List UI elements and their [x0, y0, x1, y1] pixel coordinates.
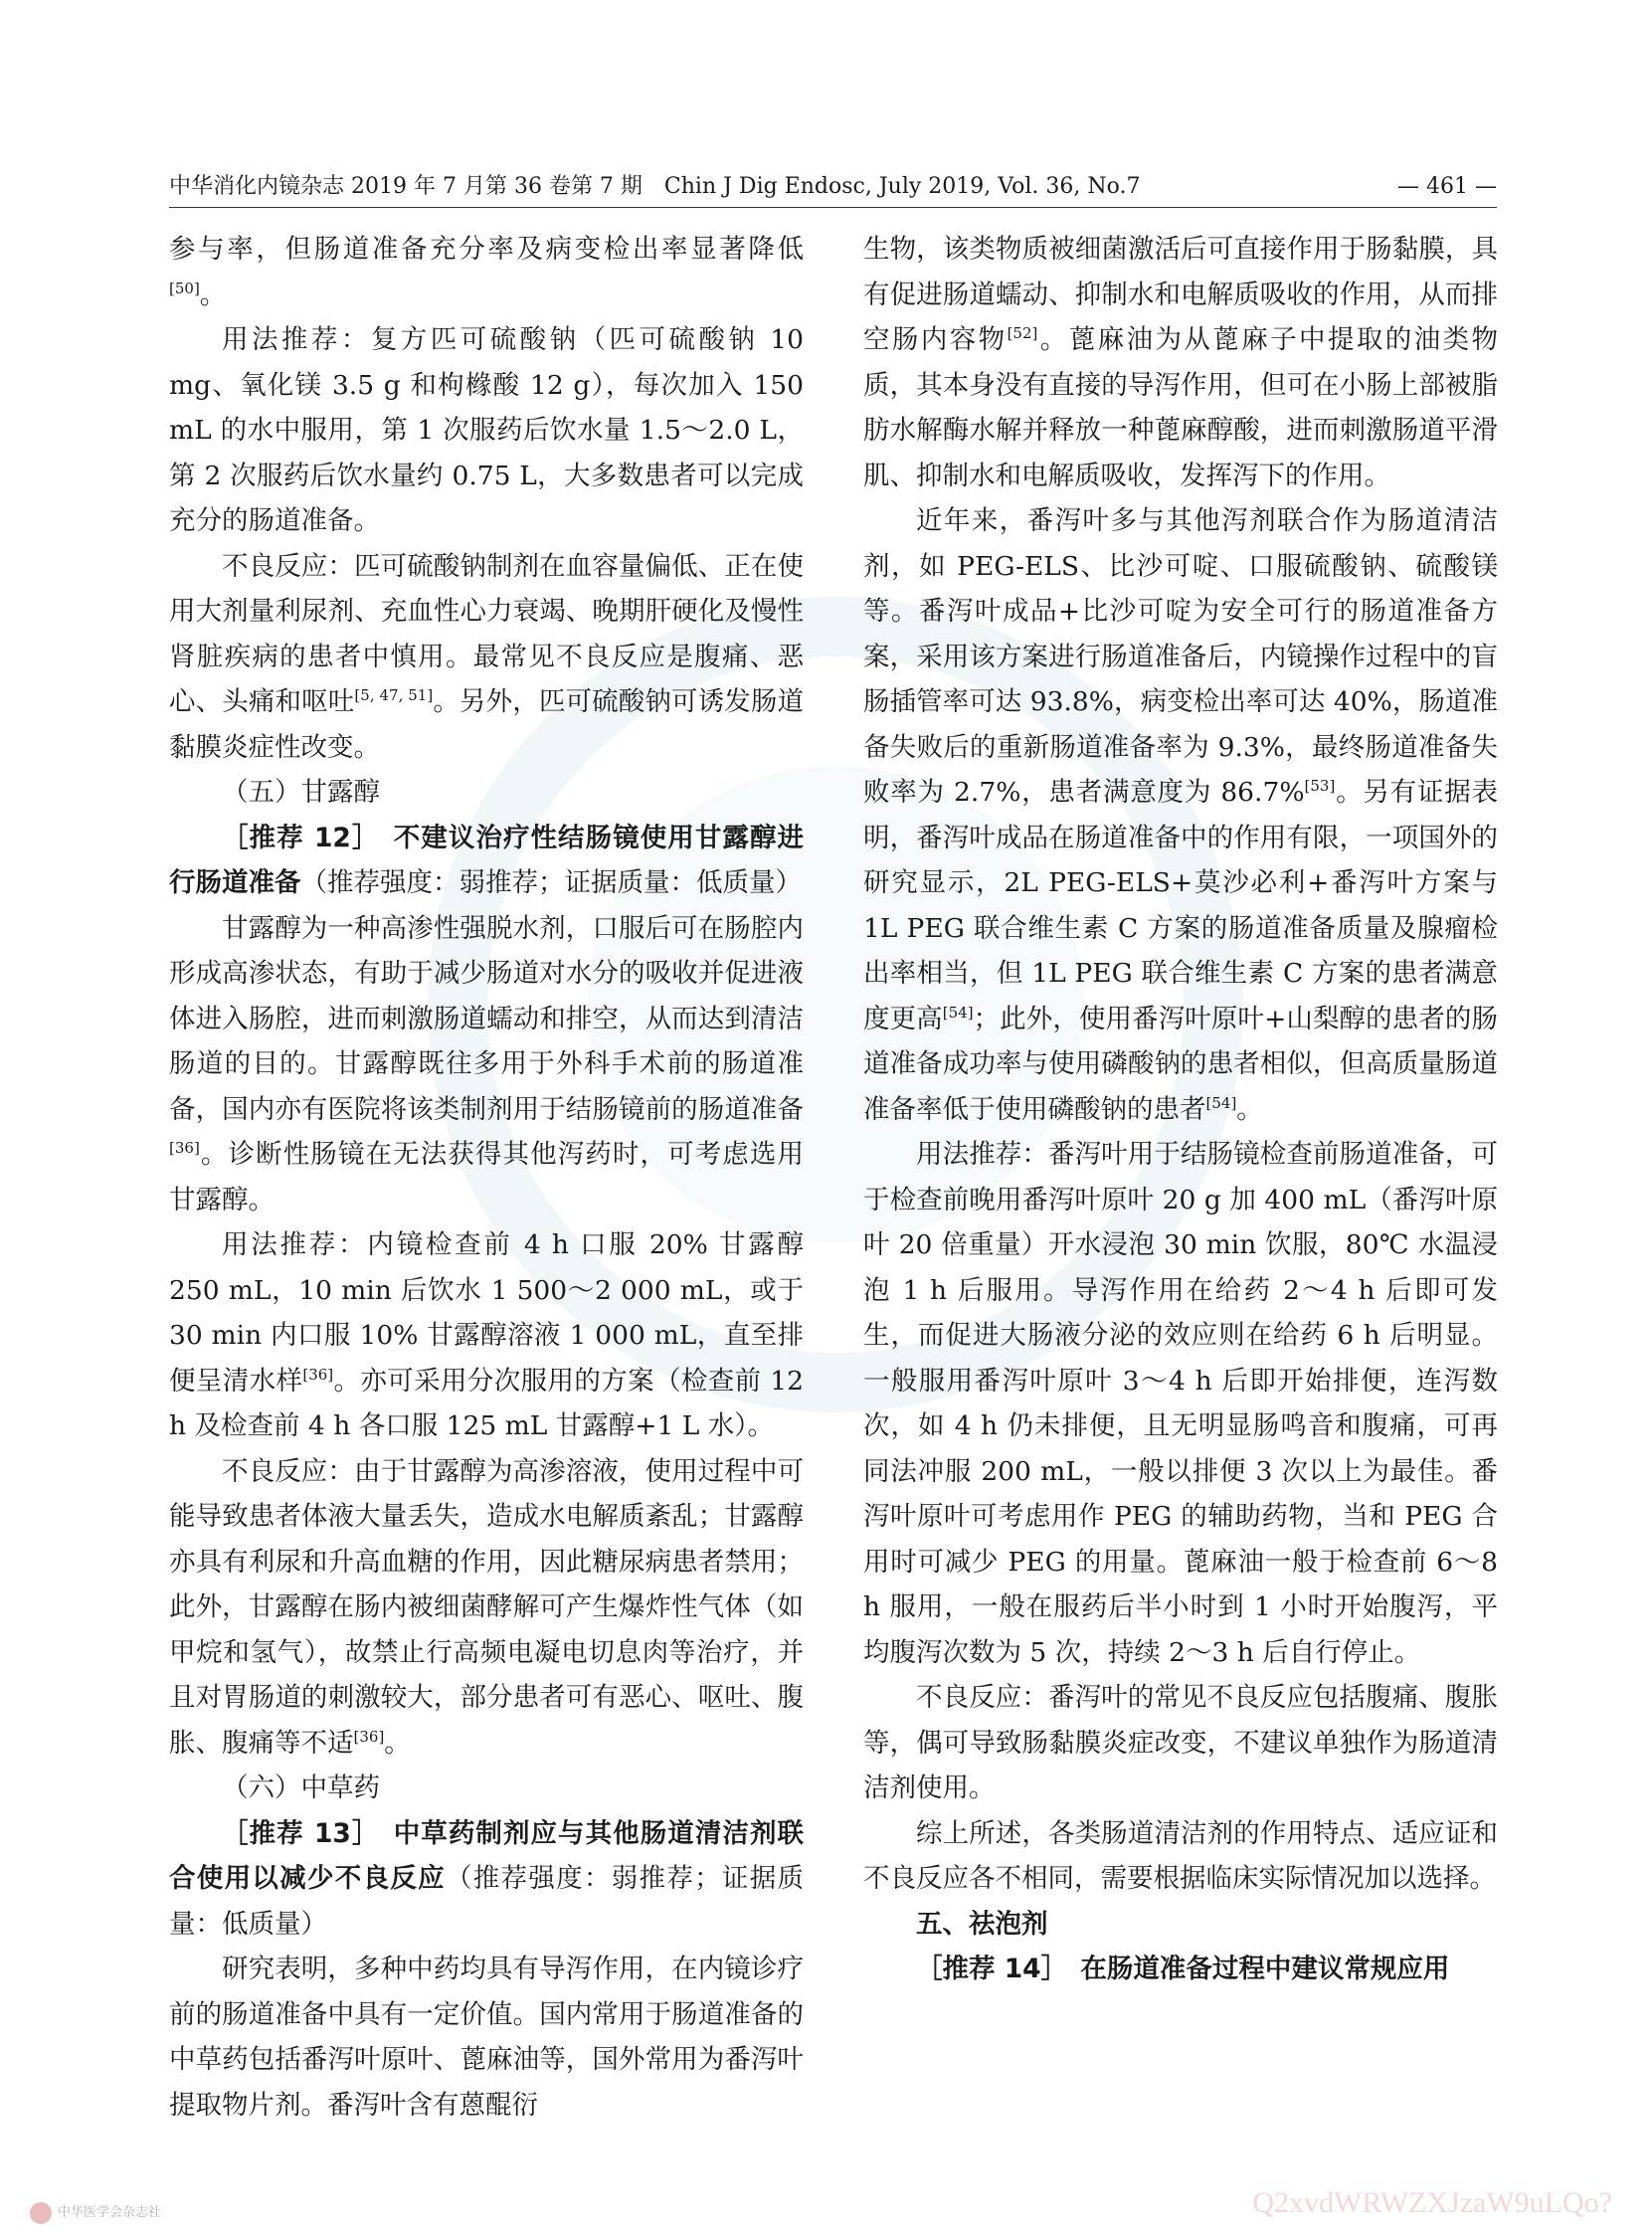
- left-paragraph: [169, 544, 804, 771]
- citation-ref: [36]: [169, 1139, 200, 1158]
- paragraph-text: （六）中草药: [222, 1773, 380, 1803]
- recommendation-statement: ［推荐 14］ 在肠道准备过程中建议常规应用: [916, 1954, 1450, 1984]
- paragraph-text: 不良反应：由于甘露醇为高渗溶液，使用过程中可能导致患者体液大量丢失，造成水电解质紊乱；甘露醇亦具有利尿和升高血糖的作用，因此糖尿病患者禁用；此外，甘露醇在肠内被细菌酵解可产生爆炸性气体（如甲烷和氢气），故禁止行高频电凝电切息肉等治疗，并且对胃肠道的刺激较大，部分患者可有恶心、呕吐、腹胀、腹痛等不适: [169, 1455, 804, 1759]
- left-paragraph: [169, 1222, 804, 1449]
- right-paragraph: [863, 1902, 1498, 1948]
- citation-ref: [5, 47, 51]: [354, 686, 434, 705]
- citation-ref: [50]: [169, 279, 200, 297]
- citation-ref: [36]: [302, 1365, 334, 1384]
- paragraph-text: 不良反应：番泻叶的常见不良反应包括腹痛、腹胀等，偶可导致肠黏膜炎症改变，不建议单独作为肠道清洁剂使用。: [863, 1682, 1498, 1803]
- left-paragraph: [169, 317, 804, 544]
- right-paragraph: [863, 1947, 1498, 1992]
- paragraph-text: 。: [384, 1727, 411, 1759]
- citation-ref: [54]: [1205, 1093, 1237, 1112]
- left-paragraph: [169, 816, 804, 906]
- citation-ref: [36]: [353, 1727, 385, 1746]
- paragraph-text: 用法推荐：复方匹可硫酸钠（匹可硫酸钠 10 mg、氧化镁 3.5 g 和枸橼酸 12 g），每次加入 150 mL 的水中服用，第 1 次服药后饮水量 1.5～2.0 L，第 2 次服药后饮水量约 0.75 L，大多数患者可以完成充分的肠道准备。: [169, 324, 804, 536]
- left-paragraph: [169, 906, 804, 1223]
- left-paragraph: [169, 1947, 804, 2128]
- left-paragraph: [169, 1449, 804, 1767]
- paragraph-text: （推荐强度：弱推荐；证据质量：低质量）: [300, 867, 802, 898]
- paragraph-text: 。另外，匹可硫酸钠可诱发肠道黏膜炎症性改变。: [169, 686, 805, 763]
- paragraph-text: 。蓖麻油为从蓖麻子中提取的油类物质，其本身没有直接的导泻作用，但可在小肠上部被脂肪水解酶水解并释放一种蓖麻醇酸，进而刺激肠道平滑肌、抑制水和电解质吸收，发挥泻下的作用。: [863, 324, 1499, 491]
- left-paragraph: [169, 770, 804, 816]
- paragraph-text: 。: [1236, 1093, 1263, 1125]
- paragraph-text: 用法推荐：番泻叶用于结肠镜检查前肠道准备，可于检查前晚用番泻叶原叶 20 g 加 400 mL（番泻叶原叶 20 倍重量）开水浸泡 30 min 饮服，80℃ 水温浸泡 1 h 后服用。导泻作用在给药 2～4 h 后即可发生，而促进大肠液分泌的效应则在给药 6 h 后明显。一般服用番泻叶原叶 3～4 h 后即开始排便，连泻数次，如 4 h 仍未排便，且无明显肠鸣音和腹痛，可再同法冲服 200 mL，一般以排便 3 次以上为最佳。番泻叶原叶可考虑用作 PEG 的辅助药物，当和 PEG 合用时可减少 PEG 的用量。蓖麻油一般于检查前 6～8 h 服用，一般在服药后半小时到 1 小时开始腹泻，平均腹泻次数为 5 次，持续 2～3 h 后自行停止。: [863, 1139, 1498, 1668]
- page-number: — 461 —: [1397, 174, 1497, 199]
- paragraph-text: 综上所述，各类肠道清洁剂的作用特点、适应证和不良反应各不相同，需要根据临床实际情况加以选择。: [863, 1817, 1498, 1894]
- footer-watermark-code: Q2xvdWRWZXJzaW9uLQo?: [1252, 2186, 1612, 2219]
- recommendation-statement: ［推荐 13］ 中草药制剂应与其他肠道清洁剂联合使用以减少不良反应: [169, 1817, 804, 1894]
- citation-ref: [54]: [942, 1003, 974, 1022]
- paragraph-text: 不良反应：匹可硫酸钠制剂在血容量偏低、正在使用大剂量利尿剂、充血性心力衰竭、晚期肝硬化及慢性肾脏疾病的患者中慎用。最常见不良反应是腹痛、恶心、头痛和呕吐: [169, 550, 804, 717]
- paragraph-text: 。另有证据表明，番泻叶成品在肠道准备中的作用有限，一项国外的研究显示，2L PEG-ELS+莫沙必利+番泻叶方案与 1L PEG 联合维生素 C 方案的肠道准备质量及腺瘤检出率相当，但 1L PEG 联合维生素 C 方案的患者满意度更高: [863, 777, 1498, 1034]
- paragraph-text: 参与率，但肠道准备充分率及病变检出率显著降低: [169, 234, 804, 265]
- running-header: [169, 167, 1497, 208]
- right-paragraph: [863, 1811, 1498, 1902]
- recommendation-statement: ［推荐 12］ 不建议治疗性结肠镜使用甘露醇进行肠道准备: [169, 822, 804, 898]
- citation-ref: [52]: [1007, 324, 1038, 343]
- publisher-seal-icon: [30, 2202, 52, 2224]
- left-paragraph: [169, 227, 804, 317]
- paragraph-text: ；此外，使用番泻叶原叶+山梨醇的患者的肠道准备成功率与使用磷酸钠的患者相似，但高质量肠道准备率低于使用磷酸钠的患者: [863, 1003, 1498, 1125]
- citation-ref: [53]: [1304, 777, 1336, 796]
- left-paragraph: [169, 1766, 804, 1811]
- right-paragraph: [863, 498, 1498, 1132]
- publisher-name: 中华医学会杂志社: [58, 2204, 162, 2219]
- paragraph-text: 甘露醇为一种高渗性强脱水剂，口服后可在肠腔内形成高渗状态，有助于减少肠道对水分的吸收并促进液体进入肠腔，进而刺激肠道蠕动和排空，从而达到清洁肠道的目的。甘露醇既往多用于外科手术前的肠道准备，国内亦有医院将该类制剂用于结肠镜前的肠道准备: [169, 912, 804, 1125]
- left-column: [169, 227, 804, 2128]
- paragraph-text: 用法推荐：内镜检查前 4 h 口服 20% 甘露醇 250 mL，10 min 后饮水 1 500～2 000 mL，或于30 min 内口服 10% 甘露醇溶液 1 000 mL，直至排便呈清水样: [169, 1229, 804, 1397]
- paragraph-text: 。诊断性肠镜在无法获得其他泻药时，可考虑选用甘露醇。: [169, 1139, 804, 1215]
- publisher-logo: [30, 2198, 368, 2226]
- paragraph-text: 。: [199, 279, 227, 310]
- journal-citation: 中华消化内镜杂志 2019 年 7 月第 36 卷第 7 期 Chin J Dig Endosc, July 2019, Vol. 36, No.7: [169, 174, 1141, 199]
- paragraph-text: （五）甘露醇: [222, 777, 380, 808]
- paragraph-text: 生物，该类物质被细菌激活后可直接作用于肠黏膜，具有促进肠道蠕动、抑制水和电解质吸收的作用，从而排空肠内容物: [863, 234, 1498, 355]
- right-column: [863, 227, 1498, 1992]
- paragraph-text: （推荐强度：弱推荐；证据质量：低质量）: [169, 1863, 805, 1940]
- paragraph-text: 研究表明，多种中药均具有导泻作用，在内镜诊疗前的肠道准备中具有一定价值。国内常用于肠道准备的中草药包括番泻叶原叶、蓖麻油等，国外常用为番泻叶提取物片剂。番泻叶含有蒽醌衍: [169, 1954, 804, 2121]
- paragraph-text: 。亦可采用分次服用的方案（检查前 12 h 及检查前 4 h 各口服 125 mL 甘露醇+1 L 水）。: [169, 1365, 804, 1441]
- section-heading: 五、祛泡剂: [916, 1908, 1048, 1940]
- paragraph-text: 近年来，番泻叶多与其他泻剂联合作为肠道清洁剂，如 PEG-ELS、比沙可啶、口服硫酸钠、硫酸镁等。番泻叶成品+比沙可啶为安全可行的肠道准备方案，采用该方案进行肠道准备后，内镜操作过程中的盲肠插管率可达 93.8%，病变检出率可达 40%，肠道准备失败后的重新肠道准备率为 9.3%，最终肠道准备失败率为 2.7%，患者满意度为 86.7%: [863, 505, 1498, 808]
- right-paragraph: [863, 227, 1498, 498]
- right-paragraph: [863, 1132, 1498, 1675]
- left-paragraph: [169, 1811, 804, 1948]
- right-paragraph: [863, 1675, 1498, 1811]
